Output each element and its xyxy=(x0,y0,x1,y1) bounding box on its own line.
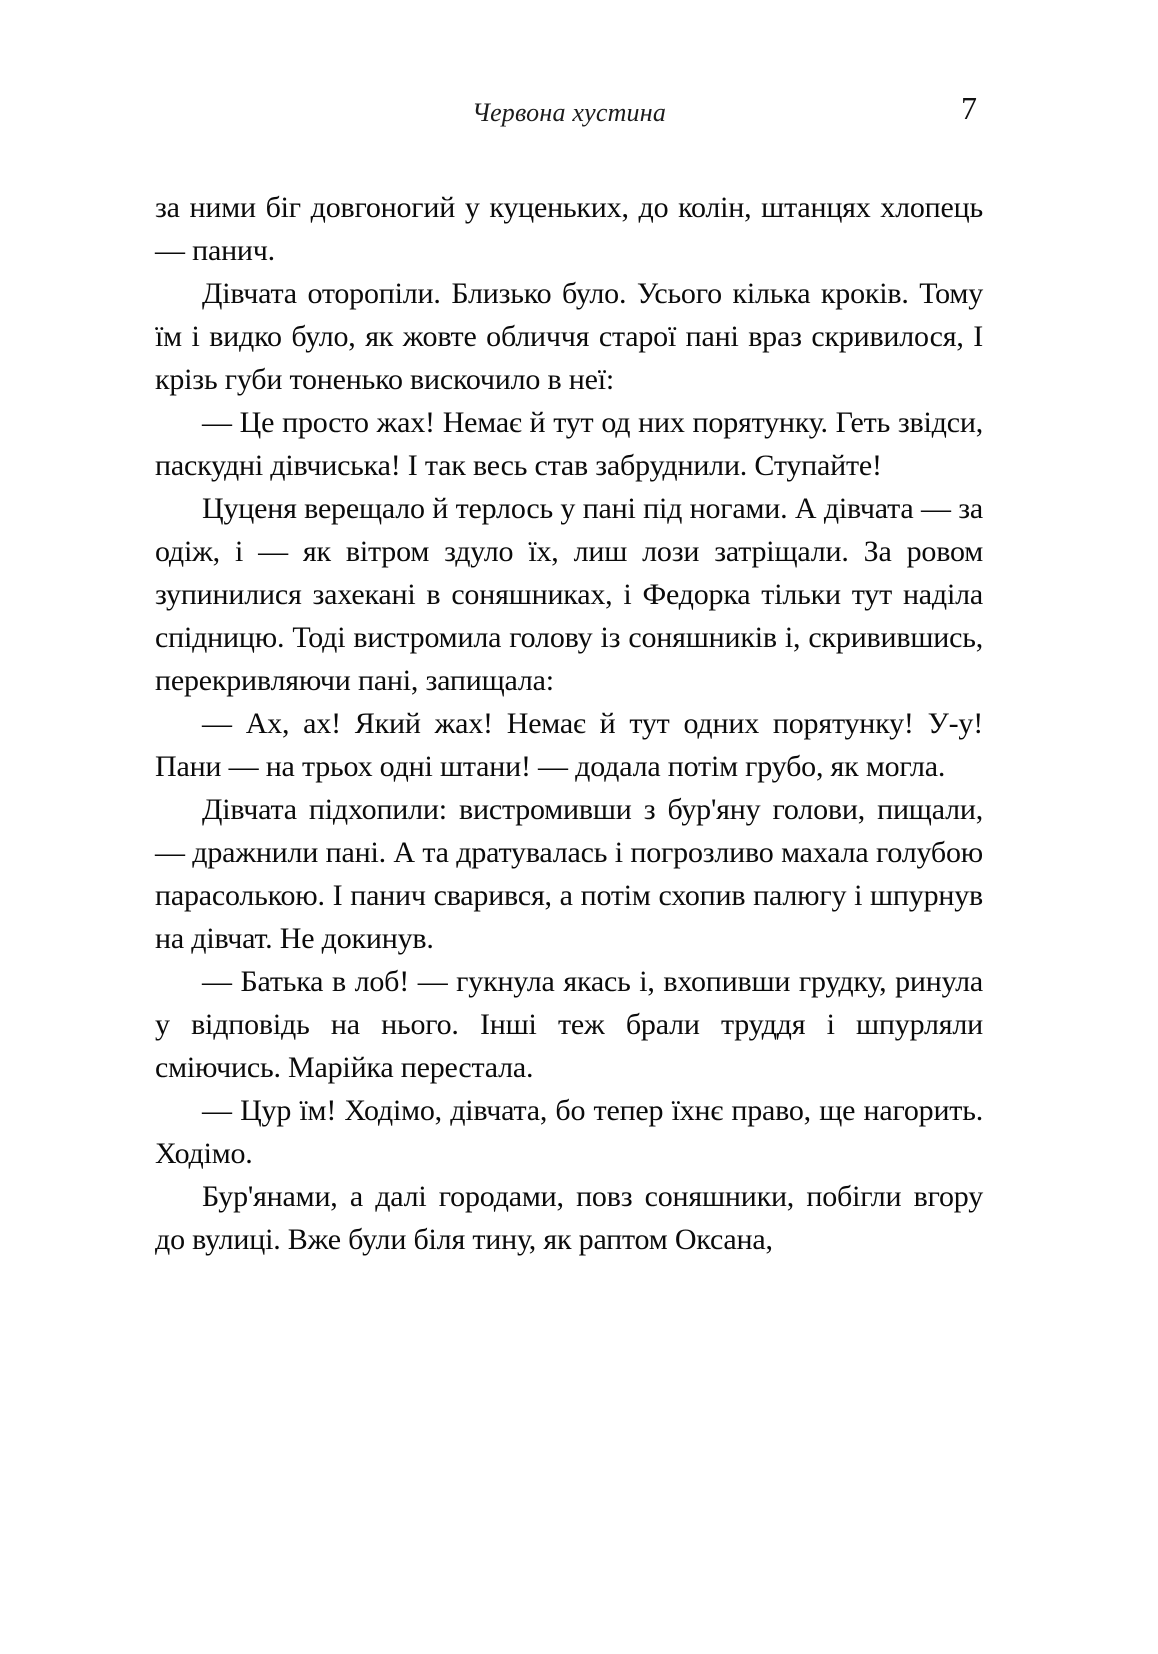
page-number: 7 xyxy=(961,90,977,126)
paragraph: за ними біг довгоногий у куценьких, до колін, штанцях хлопець — панич. xyxy=(155,191,983,267)
paragraph: Бур'янами, а далі городами, повз соняшники, побігли вгору до вулиці. Вже були біля тину, як раптом Оксана, xyxy=(155,1180,983,1256)
paragraph: Дівчата оторопіли. Близько було. Усього кілька кроків. Тому їм і видко було, як жовте обличчя старої пані враз скривилося, І крізь губи тоненько вискочило в неї: xyxy=(155,277,983,396)
running-title: Червона хустина xyxy=(471,98,667,127)
text-block xyxy=(155,186,983,1261)
page-header xyxy=(155,90,983,138)
paragraph: — Цур їм! Ходімо, дівчата, бо тепер їхнє право, ще нагорить. Ходімо. xyxy=(155,1094,983,1170)
paragraph: — Це просто жах! Немає й тут од них порятунку. Геть звідси, паскудні дівчиська! І так весь став забруднили. Ступайте! xyxy=(155,406,983,482)
paragraph: Дівчата підхопили: вистромивши з бур'яну голови, пищали, — дражнили пані. А та дратувалась і погрозливо махала голубою парасолькою. І панич сварився, а потім схопив палюгу і шпурнув на дівчат. Не докинув. xyxy=(155,793,983,955)
paragraph: — Батька в лоб! — гукнула якась і, вхопивши грудку, ринула у відповідь на нього. Інші теж брали труддя і шпурляли сміючись. Марійка перестала. xyxy=(155,965,983,1084)
paragraph: — Ах, ах! Який жах! Немає й тут одних порятунку! У-у! Пани — на трьох одні штани! — додала потім грубо, як могла. xyxy=(155,707,983,783)
paragraph: Цуценя верещало й терлось у пані під ногами. А дівчата — за одіж, і — як вітром здуло їх, лиш лози затріщали. За ровом зупинилися захекані в соняшниках, і Федорка тільки тут наділа спідницю. Тоді вистромила голову із соняшників і, скривившись, перекривляючи пані, запищала: xyxy=(155,492,983,697)
